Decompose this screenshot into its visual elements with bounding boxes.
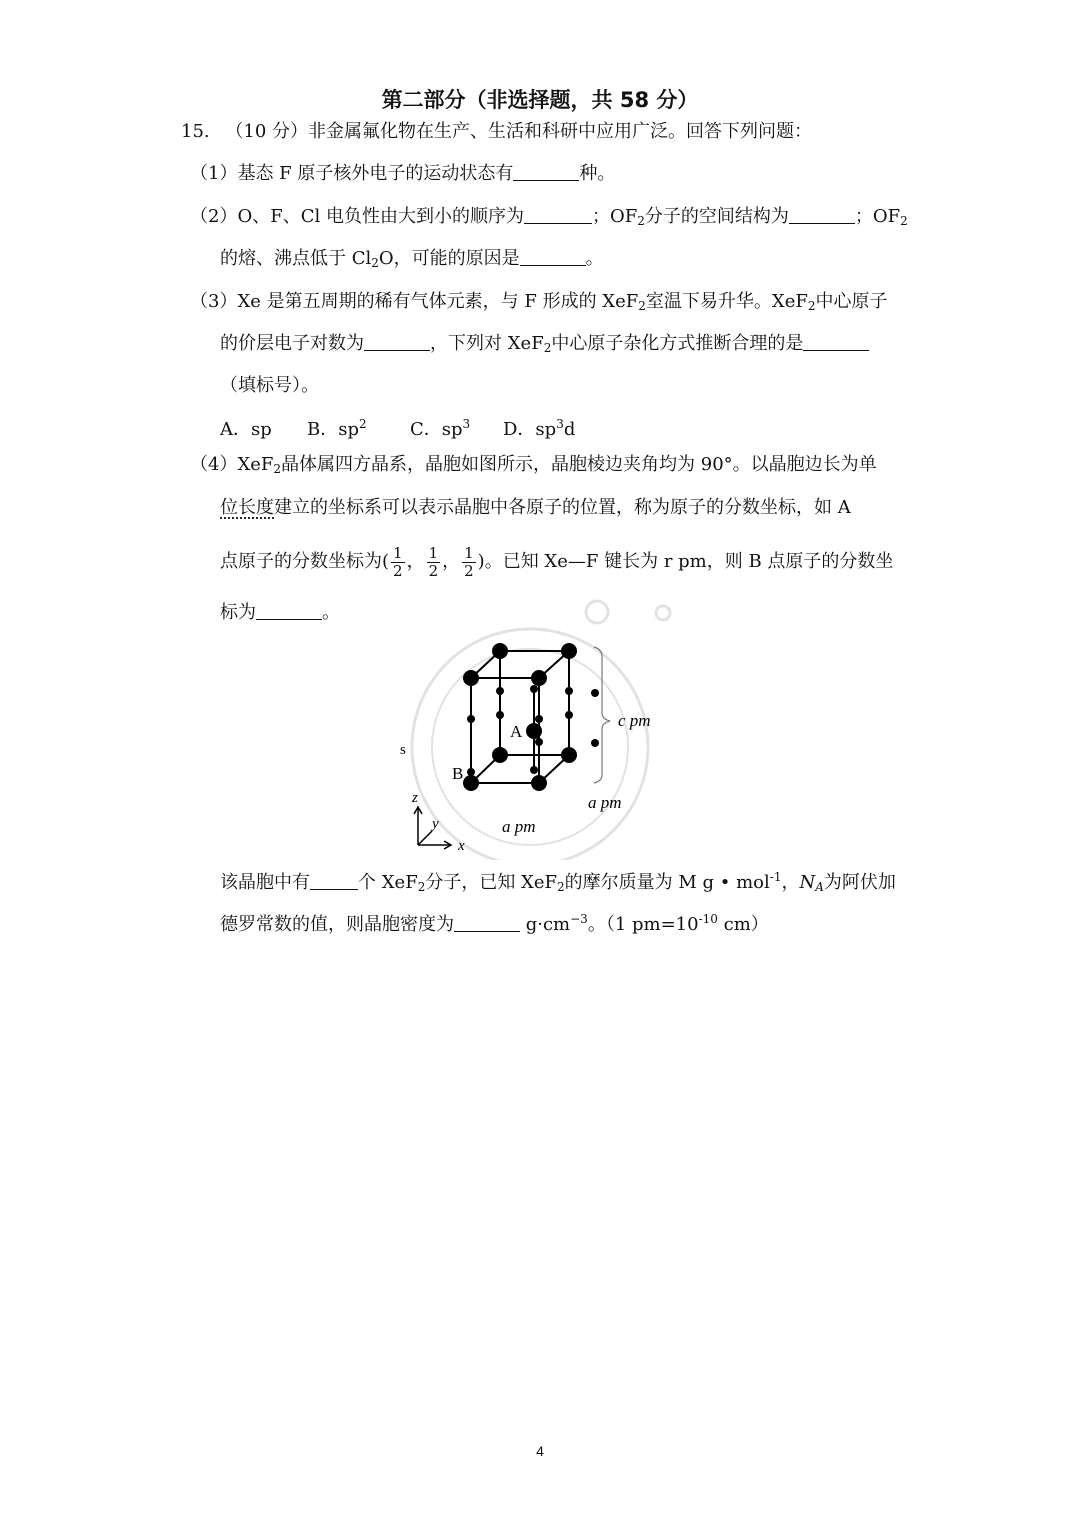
subscript: 2: [543, 341, 552, 355]
part-5-text: 分子，已知 XeF: [425, 872, 558, 893]
answer-blank[interactable]: [520, 248, 586, 266]
axis-x-label: x: [458, 838, 465, 854]
xe-atom: [492, 643, 508, 659]
f-atom: [565, 711, 573, 719]
subscript: 2: [638, 299, 646, 313]
superscript: 2: [359, 417, 367, 431]
part-1: [190, 162, 615, 186]
option-d-text: d: [563, 419, 576, 440]
crystal-cell-figure: [380, 595, 700, 860]
part-4-line1: [190, 453, 877, 477]
c-brace: [594, 647, 610, 783]
part-2-text: （2）O、F、Cl 电负性由大到小的顺序为: [190, 206, 524, 227]
part-5-text: g·cm: [520, 914, 571, 935]
fraction: [462, 545, 476, 580]
part-3-line2: [220, 332, 869, 356]
superscript: 3: [462, 417, 471, 431]
label-a-pm-bottom: a pm: [502, 817, 536, 836]
option-b-text: B．sp: [307, 419, 359, 440]
f-atom: [496, 687, 504, 695]
answer-blank[interactable]: [803, 333, 869, 351]
part-5-text: 个 XeF: [358, 872, 418, 893]
option-a[interactable]: [220, 418, 272, 442]
label-A: A: [510, 722, 523, 741]
part-3-line1: [190, 290, 888, 314]
part-5-line1: [220, 871, 896, 895]
subscript: 2: [417, 880, 426, 894]
part-3-text: 中心原子杂化方式推断合理的是: [551, 333, 804, 354]
option-d[interactable]: [503, 418, 575, 442]
part-3-text: ，下列对 XeF: [430, 333, 544, 354]
part-4-text: 点原子的分数坐标为(: [220, 551, 390, 572]
part-4-text: （4）XeF: [190, 454, 274, 475]
part-4-text: 建立的坐标系可以表示晶胞中各原子的位置，称为原子的分数坐标，如 A: [274, 497, 851, 518]
subscript: 2: [371, 256, 379, 270]
answer-blank[interactable]: [789, 206, 855, 224]
part-5-text: 德罗常数的值，则晶胞密度为: [220, 914, 454, 935]
part-2-text: 的熔、沸点低于 Cl: [220, 248, 372, 269]
option-a-text: A．sp: [220, 419, 272, 440]
stem-text: （10 分）非金属氟化物在生产、生活和科研中应用广泛。回答下列问题：: [225, 121, 812, 142]
part-5-text: ，: [781, 872, 800, 893]
fraction: [391, 545, 405, 580]
subscript: 2: [900, 214, 908, 228]
axis-y-label: y: [432, 816, 439, 832]
subscript: A: [815, 880, 824, 894]
part-2-text: ；OF: [591, 206, 638, 227]
part-5-line2: [220, 913, 769, 937]
part-2-line2: [220, 247, 604, 271]
part-2-text: 分子的空间结构为: [644, 206, 789, 227]
part-3-line3: [220, 374, 319, 398]
axis-z-label: z: [412, 790, 418, 806]
part-5-text: 该晶胞中有: [220, 872, 310, 893]
part-3-text: （填标号）。: [220, 375, 319, 396]
part-2-text: O，可能的原因是: [378, 248, 520, 269]
f-atom: [591, 739, 599, 747]
f-atom: [591, 689, 599, 697]
xe-atom: [463, 670, 479, 686]
answer-blank[interactable]: [524, 206, 592, 224]
answer-blank[interactable]: [454, 914, 520, 932]
option-b[interactable]: [307, 418, 367, 442]
f-atom: [467, 715, 475, 723]
part-2-line1: [190, 205, 908, 229]
xe-atom: [561, 747, 577, 763]
part-4-line4: [220, 601, 340, 625]
part-5-text: cm）: [717, 914, 769, 935]
comma: ，: [406, 551, 425, 572]
comma: ，: [442, 551, 461, 572]
part-4-line2: [220, 496, 851, 520]
option-d-text: D．sp: [503, 419, 557, 440]
superscript: -1: [769, 870, 782, 884]
answer-blank[interactable]: [310, 872, 358, 890]
label-c-pm: c pm: [618, 711, 651, 730]
f-atom: [535, 738, 543, 746]
xe-atom: [492, 747, 508, 763]
part-5-text: 的摩尔质量为 M g • mol: [564, 872, 770, 893]
part-1-tail: 种。: [579, 163, 616, 184]
question-stem: [181, 120, 812, 144]
answer-blank[interactable]: [513, 163, 579, 181]
label-a-pm-right: a pm: [588, 793, 622, 812]
subscript: 2: [273, 462, 282, 476]
answer-blank[interactable]: [256, 602, 322, 620]
na-symbol: N: [799, 872, 816, 893]
f-atom: [535, 715, 543, 723]
f-atom-B: [467, 768, 475, 776]
xe-atom: [561, 643, 577, 659]
part-1-text: （1）基态 F 原子核外电子的运动状态有: [190, 163, 514, 184]
subscript: 2: [807, 299, 816, 313]
subscript: 2: [557, 880, 565, 894]
xe-atom: [531, 775, 547, 791]
question-number: 15.: [181, 121, 210, 142]
part-4-text: 。: [322, 602, 340, 623]
part-5-text: 为阿伏加: [823, 872, 896, 893]
xe-atom: [463, 775, 479, 791]
part-5-text: 。（1 pm=10: [587, 914, 699, 935]
f-atom: [496, 711, 504, 719]
fraction: [427, 545, 441, 580]
superscript: 3: [556, 417, 564, 431]
fraction-numerator: 1: [428, 543, 439, 562]
answer-blank[interactable]: [364, 333, 430, 351]
part-3-text: 的价层电子对数为: [220, 333, 364, 354]
page-number: 4: [536, 1443, 544, 1459]
part-2-text: 。: [585, 248, 604, 269]
fraction-numerator: 1: [393, 543, 403, 562]
section-title: 第二部分（非选择题，共 58 分）: [381, 88, 699, 112]
fraction-numerator: 1: [464, 543, 474, 562]
part-3-text: 室温下易升华。XeF: [645, 291, 808, 312]
xe-atom: [531, 670, 547, 686]
part-4-line3: [220, 540, 893, 584]
part-3-text: 中心原子: [815, 291, 888, 312]
f-atom: [530, 766, 538, 774]
option-c-text: C．sp: [410, 419, 463, 440]
fraction-denominator: 2: [464, 561, 474, 580]
emphasis-text: 位长度: [220, 497, 274, 518]
cell-edges: [471, 651, 569, 783]
part-2-text: ；OF: [854, 206, 901, 227]
subscript: 2: [637, 214, 645, 228]
fraction-denominator: 2: [393, 561, 403, 580]
part-3-text: （3）Xe 是第五周期的稀有气体元素，与 F 形成的 XeF: [190, 291, 639, 312]
fraction-denominator: 2: [428, 561, 439, 580]
label-s: s: [400, 742, 406, 758]
f-atom: [565, 687, 573, 695]
superscript: -10: [698, 912, 718, 926]
option-c[interactable]: [410, 418, 470, 442]
part-4-text: )。已知 Xe—F 键长为 r pm，则 B 点原子的分数坐: [477, 551, 894, 572]
part-4-text: 晶体属四方晶系，晶胞如图所示，晶胞棱边夹角均为 90°。以晶胞边长为单: [281, 454, 877, 475]
part-4-text: 标为: [220, 602, 256, 623]
xe-atom-A: [526, 723, 542, 739]
superscript: −3: [570, 912, 588, 926]
f-atom: [530, 685, 538, 693]
label-B: B: [452, 764, 464, 783]
